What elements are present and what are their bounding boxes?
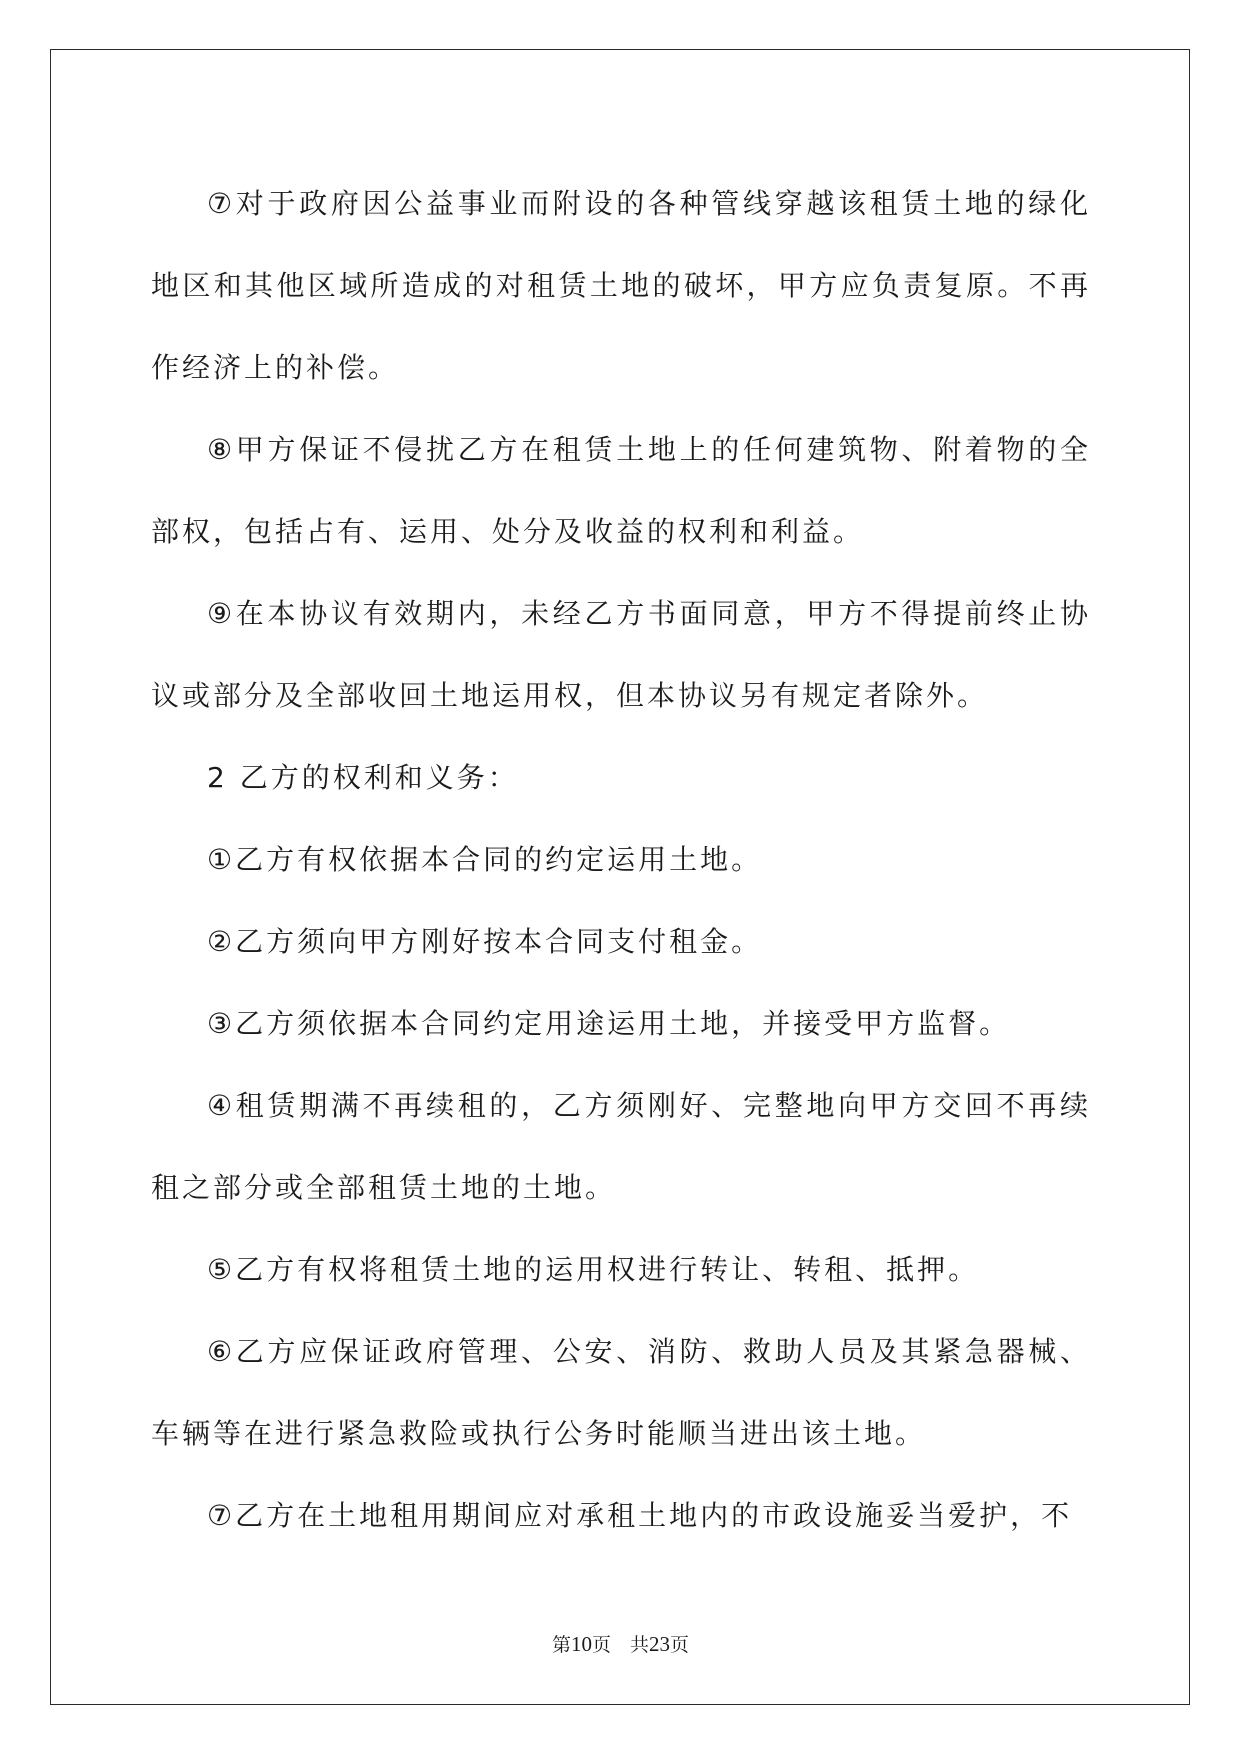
- total-page-number: 23: [649, 1632, 670, 1656]
- paragraph-10: ⑥乙方应保证政府管理、公安、消防、救助人员及其紧急器械、车辆等在进行紧急救险或执行公务时能顺当进出该土地。: [151, 1335, 1091, 1450]
- paragraph-11: ⑦乙方在土地租用期间应对承租土地内的市政设施妥当爱护，不: [207, 1499, 1073, 1532]
- paragraph-2: ⑧甲方保证不侵扰乙方在租赁土地上的任何建筑物、附着物的全部权，包括占有、运用、处分及收益的权利和利益。: [151, 433, 1091, 548]
- document-body: [151, 163, 1091, 1557]
- paragraph-9: ⑤乙方有权将租赁土地的运用权进行转让、转租、抵押。: [207, 1253, 980, 1286]
- paragraph-8: ④租赁期满不再续租的，乙方须刚好、完整地向甲方交回不再续租之部分或全部租赁土地的土地。: [151, 1089, 1091, 1204]
- current-page-number: 10: [570, 1632, 592, 1656]
- paragraph-7: ③乙方须依据本合同约定用途运用土地，并接受甲方监督。: [207, 1007, 1011, 1040]
- paragraph-3: ⑨在本协议有效期内，未经乙方书面同意，甲方不得提前终止协议或部分及全部收回土地运用权，但本协议另有规定者除外。: [151, 597, 1091, 712]
- footer-middle: 页 共: [591, 1634, 649, 1656]
- paragraph-1: ⑦对于政府因公益事业而附设的各种管线穿越该租赁土地的绿化地区和其他区域所造成的对租赁土地的破坏，甲方应负责复原。不再作经济上的补偿。: [151, 187, 1091, 384]
- section-heading-2: 2 乙方的权利和义务：: [207, 761, 519, 794]
- paragraph-5: ①乙方有权依据本合同的约定运用土地。: [207, 843, 763, 876]
- footer-prefix: 第: [551, 1634, 571, 1656]
- page-footer: [0, 1630, 1241, 1657]
- footer-suffix: 页: [670, 1634, 690, 1656]
- paragraph-6: ②乙方须向甲方刚好按本合同支付租金。: [207, 925, 763, 958]
